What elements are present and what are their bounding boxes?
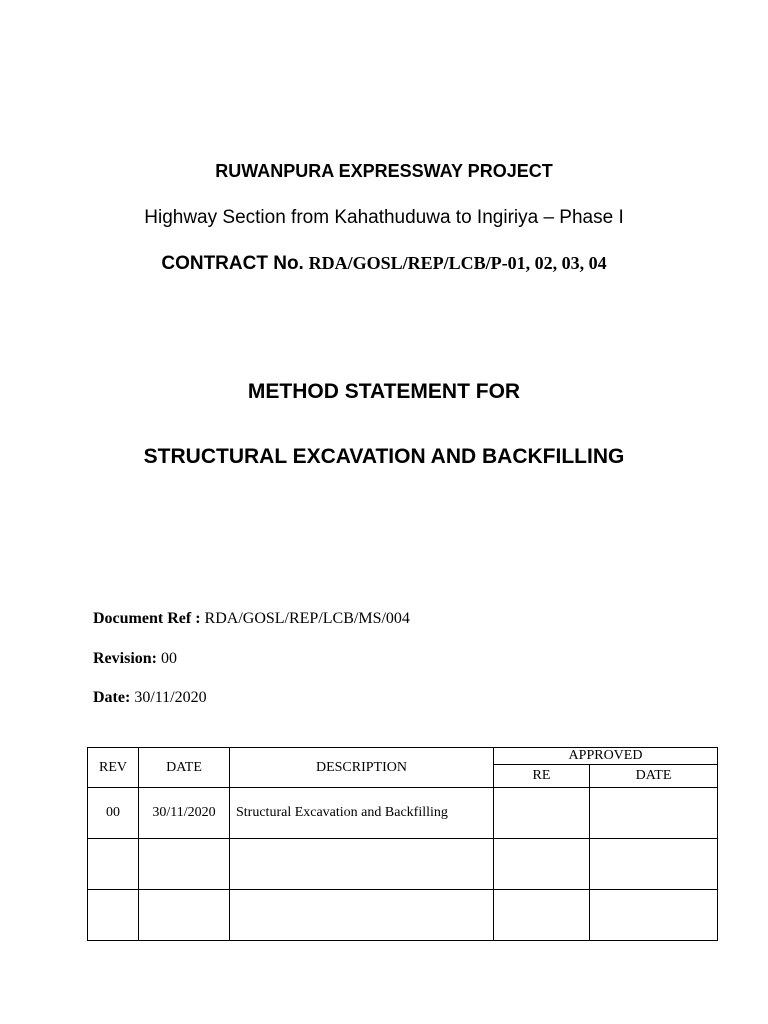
table-row xyxy=(88,788,718,839)
revision-value: 00 xyxy=(161,650,177,667)
cell-rev xyxy=(88,890,139,941)
highway-section: Highway Section from Kahathuduwa to Ingiriya – Phase I xyxy=(144,207,624,228)
table-header-row xyxy=(88,748,718,765)
header-approved: APPROVED xyxy=(494,748,718,765)
contract-line xyxy=(0,253,768,275)
cell-date xyxy=(139,839,230,890)
cell-date: 30/11/2020 xyxy=(139,788,230,839)
cell-description: Structural Excavation and Backfilling xyxy=(230,788,494,839)
document-ref-value: RDA/GOSL/REP/LCB/MS/004 xyxy=(204,610,410,627)
cell-description xyxy=(230,839,494,890)
table-row xyxy=(88,839,718,890)
method-statement-title: METHOD STATEMENT FOR xyxy=(247,380,521,403)
revision-table xyxy=(87,747,718,941)
header-date: DATE xyxy=(139,748,230,788)
contract-number: RDA/GOSL/REP/LCB/P-01, 02, 03, 04 xyxy=(308,253,607,273)
header-re: RE xyxy=(494,765,590,788)
document-date xyxy=(93,689,207,707)
cell-re xyxy=(494,890,590,941)
cell-approved-date xyxy=(590,839,718,890)
cell-rev: 00 xyxy=(88,788,139,839)
table-row xyxy=(88,890,718,941)
header-rev: REV xyxy=(88,748,139,788)
method-statement-subject: STRUCTURAL EXCAVATION AND BACKFILLING xyxy=(143,445,625,468)
cell-description xyxy=(230,890,494,941)
header-description: DESCRIPTION xyxy=(230,748,494,788)
cell-approved-date xyxy=(590,788,718,839)
date-label: Date: xyxy=(93,689,131,706)
document-ref xyxy=(93,610,410,628)
header-approved-date: DATE xyxy=(590,765,718,788)
contract-label: CONTRACT No. xyxy=(161,253,304,274)
cell-approved-date xyxy=(590,890,718,941)
cell-rev xyxy=(88,839,139,890)
document-ref-label: Document Ref : xyxy=(93,610,201,627)
cell-re xyxy=(494,788,590,839)
cell-re xyxy=(494,839,590,890)
revision-label: Revision: xyxy=(93,650,157,667)
project-title: RUWANPURA EXPRESSWAY PROJECT xyxy=(215,161,553,181)
date-value: 30/11/2020 xyxy=(134,689,207,706)
cell-date xyxy=(139,890,230,941)
revision xyxy=(93,650,177,668)
